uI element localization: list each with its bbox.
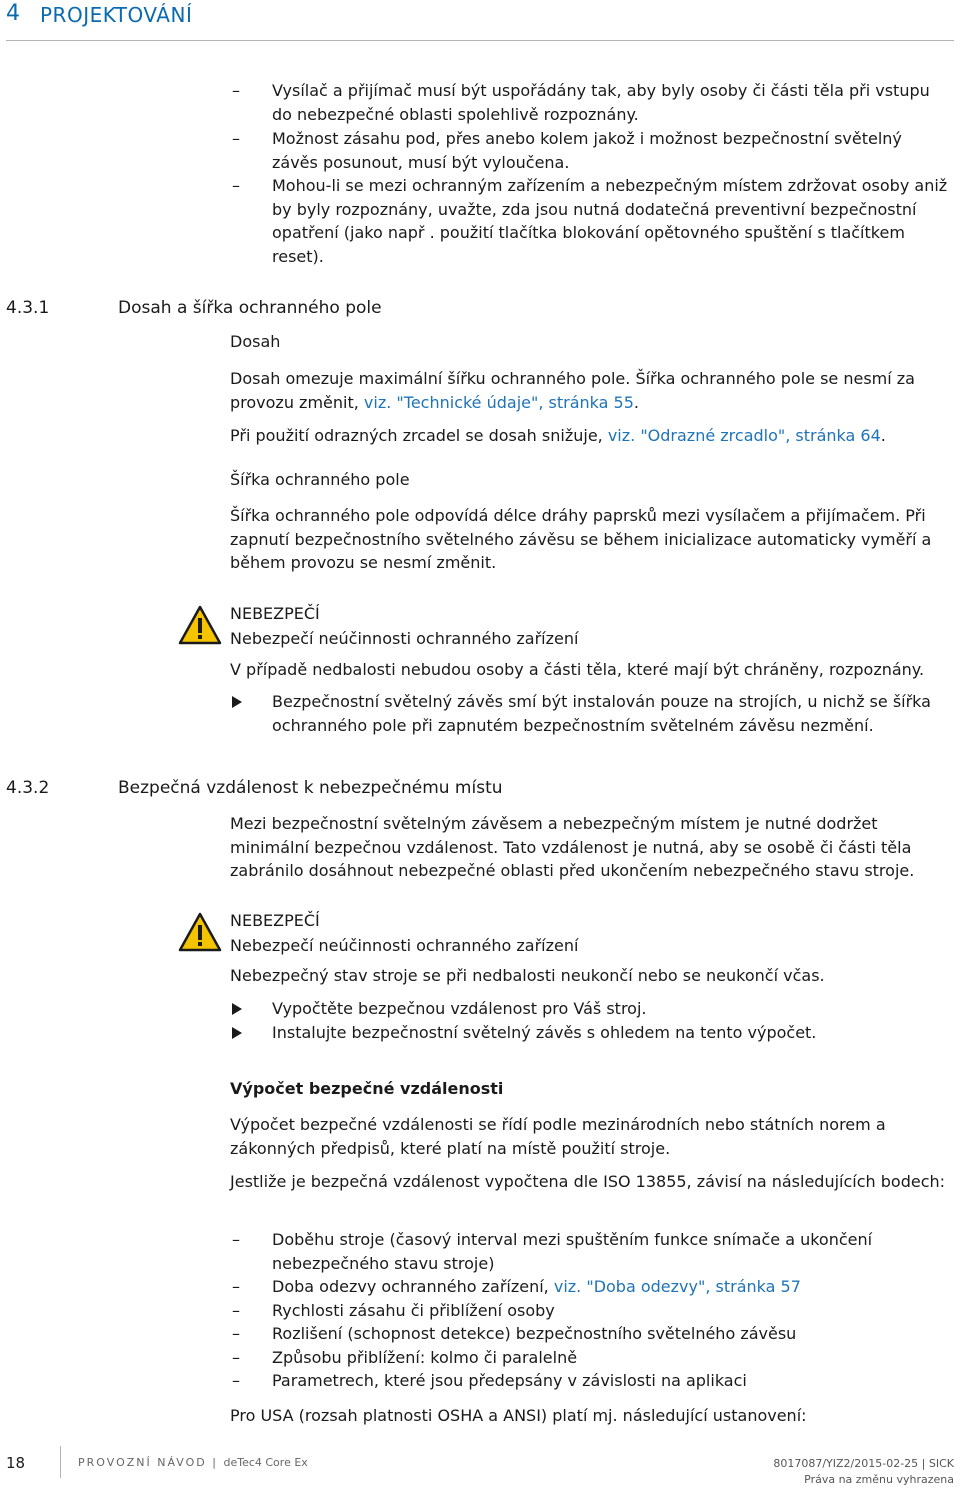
list-item-text: Možnost zásahu pod, přes anebo kolem jakož i možnost bezpečnostní světelný závěs posunout, musí být vyloučena. <box>272 129 902 172</box>
chapter-number: 4 <box>6 1 20 26</box>
header-divider <box>6 40 954 41</box>
paragraph: Šířka ochranného pole odpovídá délce dráhy paprsků mezi vysílačem a přijímačem. Při zapnutí bezpečnostního světelného závěsu se během inicializace automaticky vyměří a během provozu se nesmí změnit. <box>230 506 932 572</box>
paragraph-text: Při použití odrazných zrcadel se dosah snižuje, <box>230 426 608 445</box>
dash-marker: – <box>232 1277 240 1296</box>
list-item-text <box>272 1275 952 1299</box>
warning-triangle-icon <box>178 912 222 952</box>
warning-title: NEBEZPEČÍ <box>230 604 320 623</box>
page-number: 18 <box>6 1454 26 1472</box>
chapter-title: PROJEKTOVÁNÍ <box>40 3 193 27</box>
section-number: 4.3.2 <box>6 778 50 798</box>
subheading-dosah: Dosah <box>230 332 281 351</box>
list-item-text: Rychlosti zásahu či přiblížení osoby <box>272 1301 555 1320</box>
footer-doc-type: PROVOZNÍ NÁVOD <box>78 1456 207 1469</box>
list-item-text-part: Doba odezvy ochranného zařízení, <box>272 1277 554 1296</box>
dash-marker: – <box>232 176 240 195</box>
paragraph: Jestliže je bezpečná vzdálenost vypočtena dle ISO 13855, závisí na následujících bodech: <box>230 1172 946 1191</box>
warning-text: V případě nedbalosti nebudou osoby a části těla, které mají být chráněny, rozpoznány. <box>230 660 925 679</box>
footer-divider <box>60 1446 61 1478</box>
dash-marker: – <box>232 1324 240 1343</box>
warning-subtitle: Nebezpečí neúčinnosti ochranného zařízení <box>230 936 579 955</box>
cross-reference-link[interactable]: viz. "Technické údaje", stránka 55 <box>363 392 634 412</box>
section-title: Dosah a šířka ochranného pole <box>118 298 382 318</box>
warning-text: Nebezpečný stav stroje se při nedbalosti neukončí nebo se neukončí včas. <box>230 966 825 985</box>
list-item-text: Vysílač a přijímač musí být uspořádány tak, aby byly osoby či části těla při vstupu do nebezpečné oblasti spolehlivě rozpoznány. <box>272 81 930 124</box>
footer-doc-id: 8017087/YIZ2/2015-02-25 | SICK <box>773 1457 954 1470</box>
action-text: Vypočtěte bezpečnou vzdálenost pro Váš stroj. <box>272 999 647 1018</box>
dash-marker: – <box>232 129 240 148</box>
section-title: Bezpečná vzdálenost k nebezpečnému místu <box>118 778 503 798</box>
paragraph: Pro USA (rozsah platnosti OSHA a ANSI) platí mj. následující ustanovení: <box>230 1406 807 1425</box>
dash-marker: – <box>232 81 240 100</box>
paragraph-end: . <box>880 426 886 445</box>
subheading-calc: Výpočet bezpečné vzdálenosti <box>230 1079 504 1098</box>
arrow-bullet-icon <box>232 696 242 708</box>
footer-product: deTec4 Core Ex <box>223 1456 308 1469</box>
warning-subtitle: Nebezpečí neúčinnosti ochranného zařízení <box>230 629 579 648</box>
paragraph-text: Dosah omezuje maximální šířku ochranného pole. Šířka ochranného pole se nesmí za provozu změnit, <box>230 369 915 412</box>
cross-reference-link[interactable]: viz. "Doba odezvy", stránka 57 <box>553 1277 801 1296</box>
paragraph <box>230 367 950 414</box>
subheading-sirka: Šířka ochranného pole <box>230 470 410 489</box>
cross-reference-link[interactable]: viz. "Odrazné zrcadlo", stránka 64 <box>607 426 881 445</box>
arrow-bullet-icon <box>232 1027 242 1039</box>
action-text: Bezpečnostní světelný závěs smí být instalován pouze na strojích, u nichž se šířka ochranného pole při zapnutém bezpečnostním světelném závěsu nezmění. <box>272 692 931 735</box>
paragraph: Mezi bezpečnostní světelným závěsem a nebezpečným místem je nutné dodržet minimální bezpečnou vzdálenost. Tato vzdálenost je nutná, aby se osobě či části těla zabránilo dosáhnout nebezpečné oblasti před ukončením nebezpečného stavu stroje. <box>230 814 915 880</box>
dash-marker: – <box>232 1348 240 1367</box>
paragraph-end: . <box>633 392 639 412</box>
list-item-text: Parametrech, které jsou předepsány v závislosti na aplikaci <box>272 1371 747 1390</box>
paragraph: Výpočet bezpečné vzdálenosti se řídí podle mezinárodních nebo státních norem a zákonných předpisů, které platí na místě použití stroje. <box>230 1115 886 1158</box>
dash-marker: – <box>232 1230 240 1249</box>
footer-document <box>78 1456 308 1469</box>
warning-title: NEBEZPEČÍ <box>230 911 320 930</box>
list-item-text: Doběhu stroje (časový interval mezi spuštěním funkce snímače a ukončení nebezpečného stavu stroje) <box>272 1230 873 1273</box>
arrow-bullet-icon <box>232 1003 242 1015</box>
footer-note: Práva na změnu vyhrazena <box>804 1473 954 1486</box>
paragraph <box>230 424 950 448</box>
list-item-text: Mohou-li se mezi ochranným zařízením a nebezpečným místem zdržovat osoby aniž by byly rozpoznány, uvažte, zda jsou nutná dodatečná preventivní bezpečnostní opatření (jako např . použití tlačítka blokování opětovného spuštění s tlačítkem reset). <box>272 176 948 266</box>
footer-separator: | <box>212 1456 218 1469</box>
section-number: 4.3.1 <box>6 298 50 318</box>
warning-triangle-icon <box>178 605 222 645</box>
dash-marker: – <box>232 1301 240 1320</box>
dash-marker: – <box>232 1371 240 1390</box>
footer-meta <box>773 1456 954 1488</box>
action-text: Instalujte bezpečnostní světelný závěs s ohledem na tento výpočet. <box>272 1023 817 1042</box>
list-item-text: Rozlišení (schopnost detekce) bezpečnostního světelného závěsu <box>272 1324 797 1343</box>
list-item-text: Způsobu přiblížení: kolmo či paralelně <box>272 1348 578 1367</box>
